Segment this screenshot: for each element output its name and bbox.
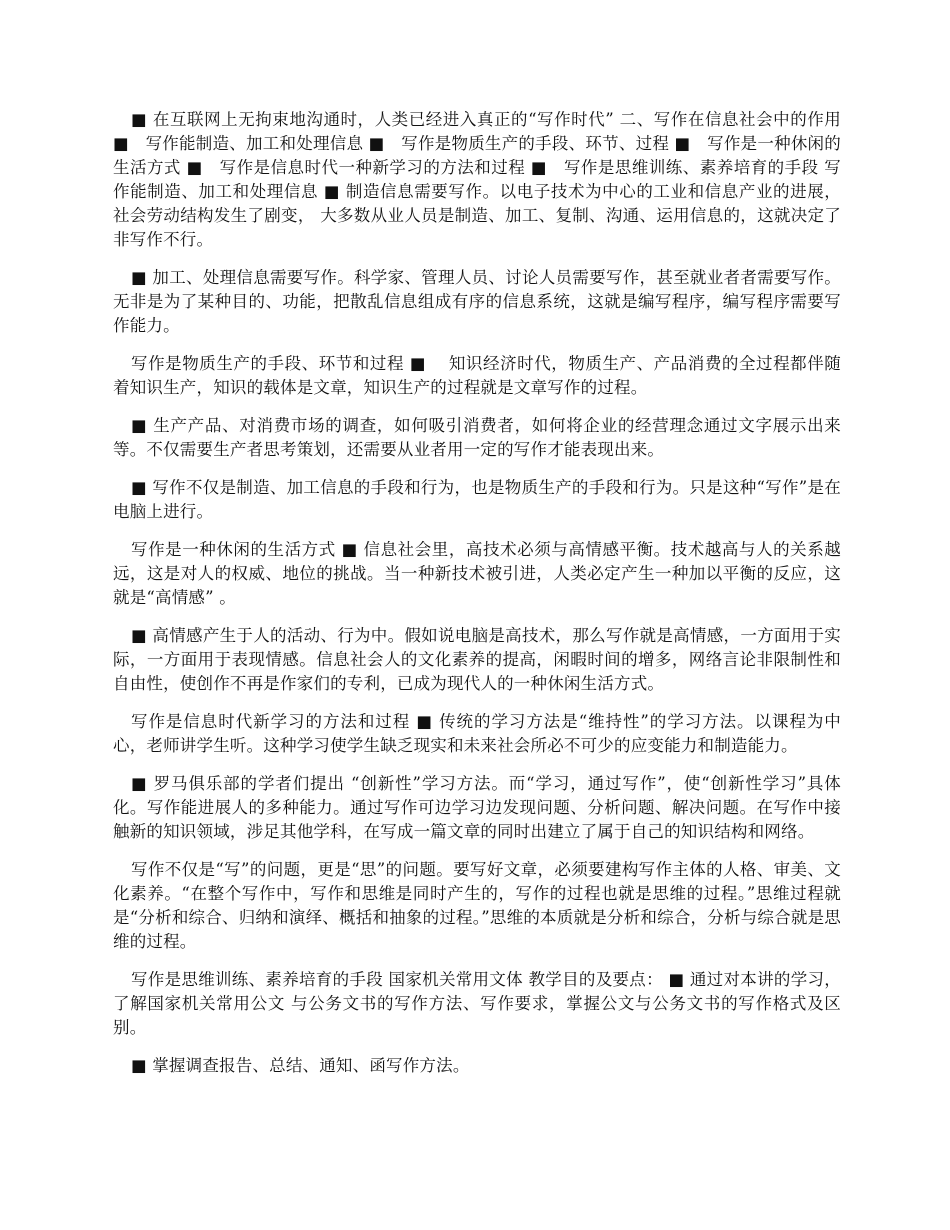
paragraph-12: ■ 掌握调查报告、总结、通知、函写作方法。: [131, 1056, 470, 1075]
paragraph-5: ■ 写作不仅是制造、加工信息的手段和行为，也是物质生产的手段和行为。只是这种“写作”是在电脑上进行。: [113, 478, 841, 521]
paragraph-9: ■ 罗马俱乐部的学者们提出 “创新性”学习方法。而“学习，通过写作”，使“创新性学习”具体化。写作能进展人的多种能力。通过写作可边学习边发现问题、分析问题、解决问题。在写作中接触新的知识领域，涉足其他学科，在写成一篇文章的同时出建立了属于自己的知识结构和网络。: [113, 774, 841, 841]
paragraph-3: 写作是物质生产的手段、环节和过程 ■ 知识经济时代，物质生产、产品消费的全过程都伴随着知识生产，知识的载体是文章，知识生产的过程就是文章写作的过程。: [113, 354, 841, 397]
paragraph-11: 写作是思维训练、素养培育的手段 国家机关常用文体 教学目的及要点： ■ 通过对本讲的学习，了解国家机关常用公文 与公务文书的写作方法、写作要求，掌握公文与公务文书的写作格式及区别。: [113, 970, 841, 1037]
paragraph-1: ■ 在互联网上无拘束地沟通时，人类已经进入真正的“写作时代” 二、写作在信息社会中的作用 ■ 写作能制造、加工和处理信息 ■ 写作是物质生产的手段、环节、过程 ■ 写作是一种休闲的生活方式 ■ 写作是信息时代一种新学习的方法和过程 ■ 写作是思维训练、素养培育的手段 写作能制造、加工和处理信息 ■ 制造信息需要写作。以电子技术为中心的工业和信息产业的进展，社会劳动结构发生了剧变， 大多数从业人员是制造、加工、复制、沟通、运用信息的，这就决定了非写作不行。: [113, 110, 841, 249]
paragraph-7: ■ 高情感产生于人的活动、行为中。假如说电脑是高技术，那么写作就是高情感，一方面用于实际，一方面用于表现情感。信息社会人的文化素养的提高，闲暇时间的增多，网络言论非限制性和自由性，使创作不再是作家们的专利，已成为现代人的一种休闲生活方式。: [113, 626, 841, 693]
paragraph-10: 写作不仅是“写”的问题，更是“思”的问题。要写好文章，必须要建构写作主体的人格、审美、文化素养。“在整个写作中，写作和思维是同时产生的，写作的过程也就是思维的过程。”思维过程就是“分析和综合、归纳和演绎、概括和抽象的过程。”思维的本质就是分析和综合，分析与综合就是思维的过程。: [113, 860, 841, 951]
paragraph-6: 写作是一种休闲的生活方式 ■ 信息社会里，高技术必须与高情感平衡。技术越高与人的关系越远，这是对人的权威、地位的挑战。当一种新技术被引进，人类必定产生一种加以平衡的反应，这就是“高情感” 。: [113, 540, 841, 607]
paragraph-4: ■ 生产产品、对消费市场的调查，如何吸引消费者，如何将企业的经营理念通过文字展示出来等。不仅需要生产者思考策划，还需要从业者用一定的写作才能表现出来。: [113, 416, 841, 459]
paragraph-2: ■ 加工、处理信息需要写作。科学家、管理人员、讨论人员需要写作，甚至就业者者需要写作。无非是为了某种目的、功能，把散乱信息组成有序的信息系统，这就是编写程序，编写程序需要写作能力。: [113, 268, 841, 335]
document-body: [113, 108, 841, 1092]
paragraph-8: 写作是信息时代新学习的方法和过程 ■ 传统的学习方法是“维持性”的学习方法。以课程为中心，老师讲学生听。这种学习使学生缺乏现实和未来社会所必不可少的应变能力和制造能力。: [113, 712, 841, 755]
